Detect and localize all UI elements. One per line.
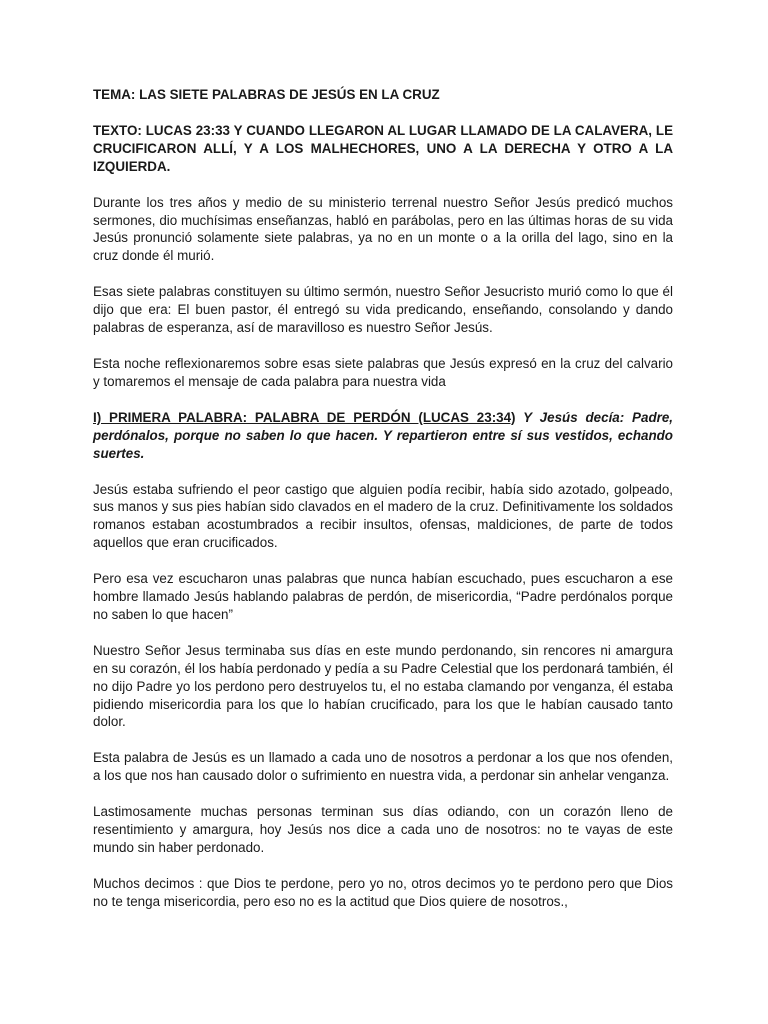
body-paragraph-3: Nuestro Señor Jesus terminaba sus días en este mundo perdonando, sin rencores ni amargura en su corazón, él los había perdonado y pedía a su Padre Celestial que los perdonará también, él no dijo Padre yo los perdono pero destruyelos tu, el no estaba clamando por venganza, él estaba pidiendo misericordia para los que lo habían crucificado, para los que le habían causado tanto dolor. [93,642,673,730]
body-paragraph-4: Esta palabra de Jesús es un llamado a cada uno de nosotros a perdonar a los que nos ofenden, a los que nos han causado dolor o sufrimiento en nuestra vida, a perdonar sin anhelar venganza. [93,750,673,784]
intro-paragraph-2: Esas siete palabras constituyen su último sermón, nuestro Señor Jesucristo murió como lo que él dijo que era: El buen pastor, él entregó su vida predicando, enseñando, consolando y dando palabras de esperanza, así de maravilloso es nuestro Señor Jesús. [93,284,673,336]
section-heading [93,409,673,463]
document-title: TEMA: LAS SIETE PALABRAS DE JESÚS EN LA CRUZ [93,87,440,102]
scripture-text: TEXTO: LUCAS 23:33 Y CUANDO LLEGARON AL LUGAR LLAMADO DE LA CALAVERA, LE CRUCIFICARON ALLÍ, Y A LOS MALHECHORES, UNO A LA DERECHA Y OTRO A LA IZQUIERDA. [93,122,673,174]
document-page [93,86,673,929]
body-paragraph-1: Jesús estaba sufriendo el peor castigo que alguien podía recibir, había sido azotado, golpeado, sus manos y sus pies habían sido clavados en el madero de la cruz. Definitivamente los soldados romanos estaban acostumbrados a recibir insultos, ofensas, maldiciones, de parte de todos aquellos que eran crucificados. [93,481,673,551]
intro-paragraph-3: Esta noche reflexionaremos sobre esas siete palabras que Jesús expresó en la cruz del calvario y tomaremos el mensaje de cada palabra para nuestra vida [93,355,673,389]
section-heading-verse: Y Jesús decía: Padre, perdónalos, porque no saben lo que hacen. Y repartieron entre sí sus vestidos, echando suertes. [93,409,673,461]
intro-paragraph-1: Durante los tres años y medio de su ministerio terrenal nuestro Señor Jesús predicó muchos sermones, dio muchísimas enseñanzas, habló en parábolas, pero en las últimas horas de su vida Jesús pronunció solamente siete palabras, ya no en un monte o a la orilla del lago, sino en la cruz donde él murió. [93,194,673,264]
body-paragraph-6: Muchos decimos : que Dios te perdone, pero yo no, otros decimos yo te perdono pero que Dios no te tenga misericordia, pero eso no es la actitud que Dios quiere de nosotros., [93,875,673,909]
body-paragraph-5: Lastimosamente muchas personas terminan sus días odiando, con un corazón lleno de resentimiento y amargura, hoy Jesús nos dice a cada uno de nosotros: no te vayas de este mundo sin haber perdonado. [93,804,673,855]
section-heading-title: I) PRIMERA PALABRA: PALABRA DE PERDÓN (LUCAS 23:34) [93,409,516,425]
body-paragraph-2: Pero esa vez escucharon unas palabras que nunca habían escuchado, pues escucharon a ese hombre llamado Jesús hablando palabras de perdón, de misericordia, “Padre perdónalos porque no saben lo que hacen” [93,571,673,622]
